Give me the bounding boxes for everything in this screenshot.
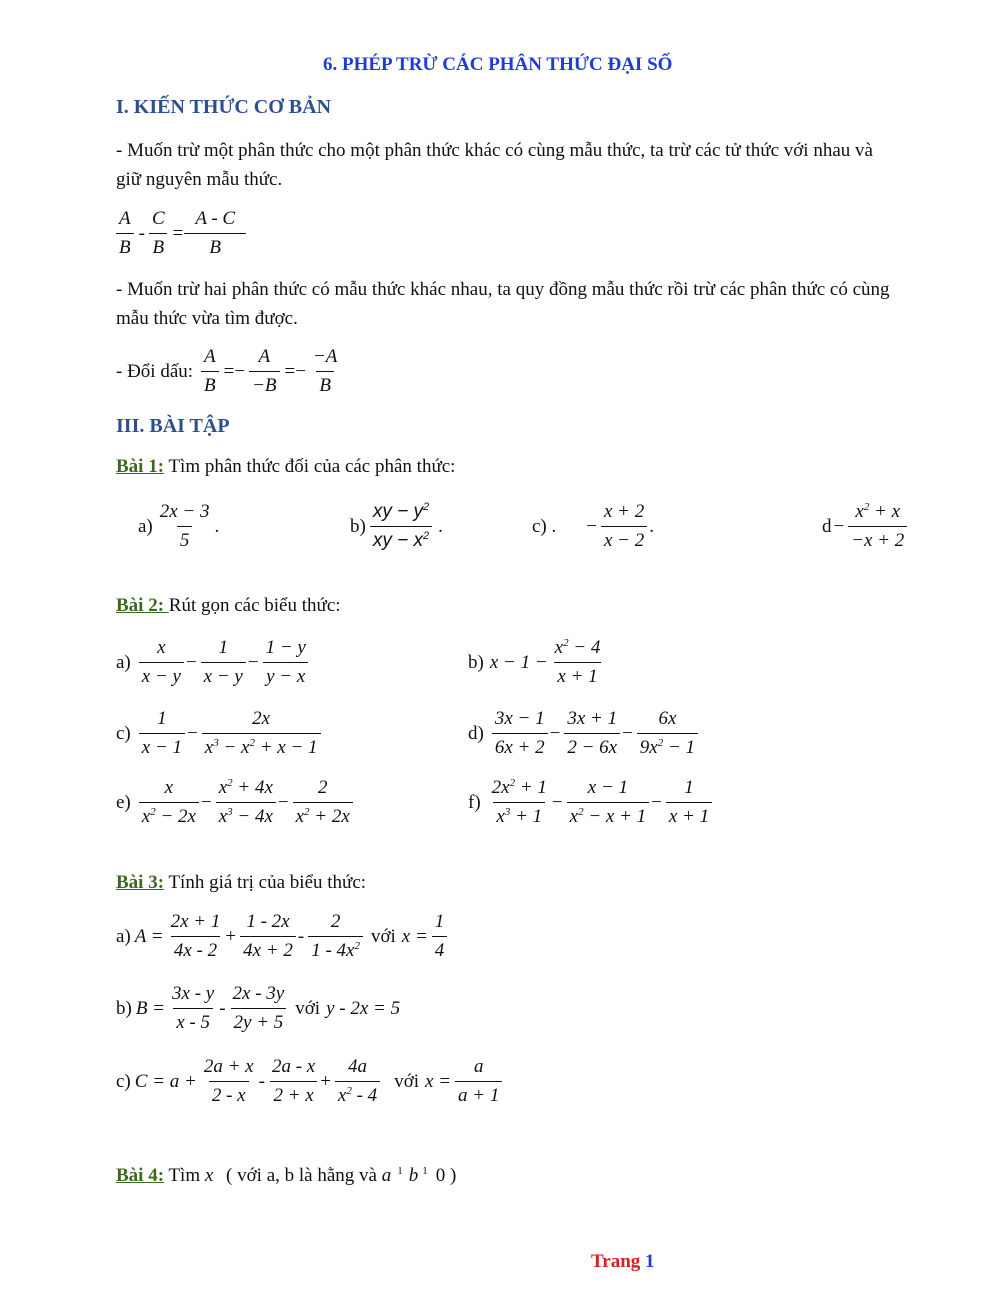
exercise-3-heading — [116, 872, 366, 894]
exercise-4-label: Bài 4: — [116, 1165, 165, 1186]
exercise-4-heading — [116, 1165, 456, 1187]
rule-different-denominator: - Muốn trừ hai phân thức có mẫu thức khác nhau, ta quy đồng mẫu thức rồi trừ các phân thức có cùng mẫu thức vừa tìm được. — [116, 279, 890, 329]
exercise-3b: b) B = $\frac{3x - y}{x - 5}$ - $\frac{2x - 3y}{2y + 5}$ với y - 2x = 5 — [116, 983, 401, 1033]
exercise-2b: b) x − 1 − $\frac{x^2 - 4}{x + 1}$ — [468, 637, 601, 687]
exercise-1-label: Bài 1: — [116, 456, 165, 477]
item-label: a) — [116, 651, 131, 673]
item-label: d) — [468, 722, 484, 744]
exercise-4-variable: x — [204, 1165, 214, 1186]
voi-word: với — [295, 997, 321, 1019]
footer-page-number: 1 — [645, 1251, 655, 1272]
exercise-4-text: Tìm — [164, 1165, 201, 1186]
exercise-1-text: Tìm phân thức đối của các phân thức: — [164, 456, 456, 477]
exercise-3-label: Bài 3: — [116, 872, 165, 893]
exercise-2d: d) $\frac{3x - 1}{6x + 2}$ − $\frac{3x + 1}{2 - 6x}$ − $\frac{6x}{9x^2 - 1}$ — [468, 708, 700, 759]
formula-subtraction-same-denominator: $\frac{A}{B}$ - $\frac{C}{B}$ = $\frac{A - C}{B}$ — [114, 208, 245, 259]
exercise-1c: c) . − $\frac{x + 2}{x - 2}$ . — [532, 501, 654, 551]
exercise-2a: a) $\frac{x}{x - y}$ − $\frac{1}{x - y}$ − $\frac{1 - y}{y - x}$ — [116, 637, 311, 688]
sign-change-formula: - Đổi dấu: $\frac{A}{B}$ =− $\frac{A}{-B}$ =− $\frac{-A}{B}$ — [116, 346, 338, 396]
exercise-1b: b) $\frac{xy - y^2}{xy - x^2}$ . — [350, 501, 443, 551]
footer-trang: Trang — [591, 1251, 641, 1272]
item-label: e) — [116, 791, 131, 813]
item-label: d — [822, 515, 832, 537]
item-label: f) — [468, 791, 481, 813]
item-label: b) — [468, 651, 484, 673]
page-title: 6. PHÉP TRỪ CÁC PHÂN THỨC ĐẠI SỐ — [323, 54, 673, 75]
exercise-2c: c) $\frac{1}{x - 1}$ − $\frac{2x}{x^3 - x^2 + x - 1}$ — [116, 708, 323, 759]
item-label: c) . — [532, 515, 557, 537]
exercise-1d: d − $\frac{x^2 + x}{-x + 2}$ — [822, 501, 909, 552]
exercise-2e: e) $\frac{x}{x^2 - 2x}$ − $\frac{x^2 + 4x}{x^3 - 4x}$ − $\frac{2}{x^2 + 2x}$ — [116, 777, 355, 828]
exercise-1-heading — [116, 456, 455, 478]
voi-word: với — [394, 1070, 420, 1092]
exercise-3c: c) C = a + $\frac{2a + x}{2 - x}$ - $\frac{2a - x}{2 + x}$ + $\frac{4a}{x^2 - 4}$ với x = $\frac{a}{a + 1}$ — [116, 1056, 504, 1107]
exercise-2-heading — [116, 595, 341, 617]
item-label: c) — [116, 722, 131, 744]
exercise-4-zero: 0 ) — [435, 1165, 457, 1186]
item-label: c) — [116, 1070, 131, 1092]
exercise-2-label: Bài 2: — [116, 595, 169, 616]
exercise-4-cond-a: a — [381, 1165, 392, 1186]
page-footer — [591, 1251, 655, 1273]
section-heading-kien-thuc: I. KIẾN THỨC CƠ BẢN — [116, 96, 332, 118]
neq-glyph: 1 — [422, 1165, 428, 1177]
exercise-4-condition-text: ( với a, b là hằng và — [226, 1165, 377, 1186]
voi-word: với — [370, 925, 396, 947]
rule-same-denominator: - Muốn trừ một phân thức cho một phân thức khác có cùng mẫu thức, ta trừ các tử thức với nhau và giữ nguyên mẫu thức. — [116, 140, 873, 190]
item-label: a) — [138, 515, 153, 537]
exercise-1a: a) $\frac{2x - 3}{5}$ . — [138, 501, 220, 551]
exercise-3-text: Tính giá trị của biểu thức: — [164, 872, 367, 893]
neq-glyph: 1 — [397, 1165, 403, 1177]
exercise-3a: a) A = $\frac{2x + 1}{4x - 2}$ + $\frac{1 - 2x}{4x + 2}$ - $\frac{2}{1 - 4x^2}$ với x = $\frac{1}{4}$ — [116, 911, 449, 962]
item-label: b) — [116, 997, 132, 1019]
sign-change-label: - Đổi dấu: — [116, 360, 194, 382]
section-heading-bai-tap: III. BÀI TẬP — [116, 415, 230, 437]
item-label: a) — [116, 925, 131, 947]
exercise-4-cond-b: b — [408, 1165, 419, 1186]
item-label: b) — [350, 515, 366, 537]
exercise-2-text: Rút gọn các biểu thức: — [168, 595, 341, 616]
exercise-2f: f) $\frac{2x^2 + 1}{x^3 + 1}$ − $\frac{x - 1}{x^2 - x + 1}$ − $\frac{1}{x + 1}$ — [468, 777, 714, 828]
